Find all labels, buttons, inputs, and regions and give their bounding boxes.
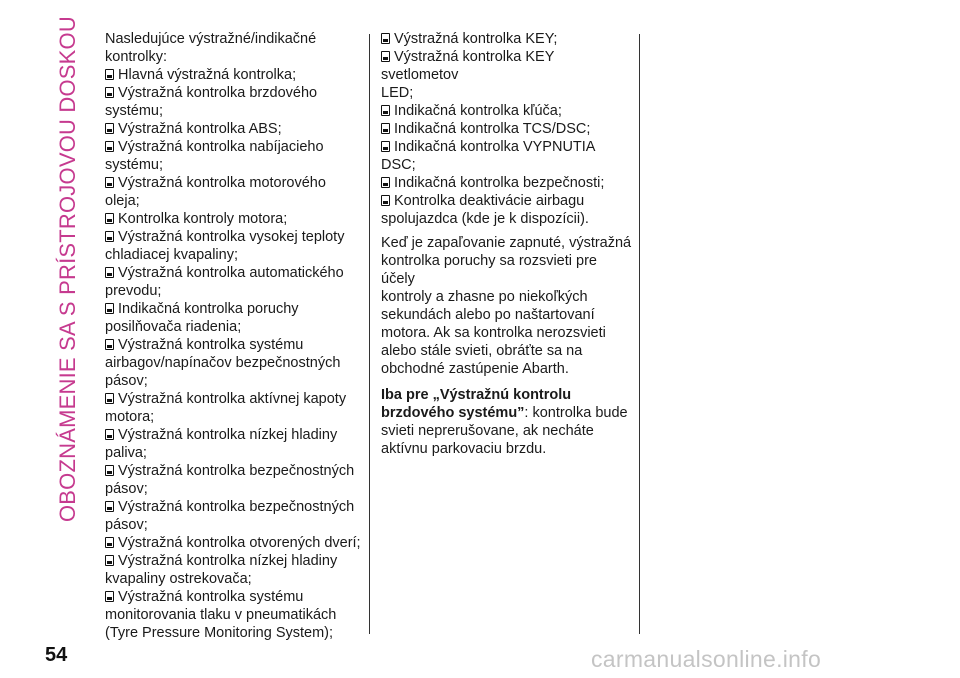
warning-list-item <box>105 228 363 264</box>
item-line <box>105 534 363 552</box>
warning-list-item <box>381 138 633 174</box>
item-text: monitorovania tlaku v pneumatikách <box>105 607 337 623</box>
paragraph-line: motora. Ak sa kontrolka nerozsvieti <box>381 325 606 341</box>
warning-list-item <box>381 48 633 102</box>
item-line <box>105 156 363 174</box>
item-line <box>105 588 363 606</box>
item-line <box>381 120 633 138</box>
warning-list-item <box>381 192 633 228</box>
warning-list <box>105 66 363 642</box>
item-text: Výstražná kontrolka nízkej hladiny <box>118 553 338 569</box>
warning-list-item <box>381 30 633 48</box>
warning-list-item <box>381 174 633 192</box>
item-text: Kontrolka kontroly motora; <box>118 211 288 227</box>
right-column <box>381 30 633 466</box>
item-text: Výstražná kontrolka automatického <box>118 265 344 281</box>
paragraph-line: sekundách alebo po naštartovaní <box>381 307 595 323</box>
warning-lamp-icon <box>381 51 390 62</box>
item-line <box>381 138 633 174</box>
item-line <box>105 444 363 462</box>
item-line <box>105 498 363 516</box>
warning-list-item <box>105 336 363 390</box>
warning-lamp-icon <box>105 465 114 476</box>
warning-lamp-icon <box>105 177 114 188</box>
item-text: pásov; <box>105 373 148 389</box>
item-text: chladiacej kvapaliny; <box>105 247 238 263</box>
note-line: aktívnu parkovaciu brzdu. <box>381 441 547 457</box>
item-line <box>105 228 363 246</box>
warning-list-item <box>105 426 363 462</box>
warning-lamp-icon <box>105 123 114 134</box>
item-text: Hlavná výstražná kontrolka; <box>118 67 297 83</box>
item-line <box>105 390 363 408</box>
paragraph-line: alebo stále svieti, obráťte sa na <box>381 343 583 359</box>
item-line <box>105 624 363 642</box>
item-line <box>105 426 363 444</box>
paragraph-line: obchodné zastúpenie Abarth. <box>381 361 569 377</box>
warning-lamp-icon <box>105 393 114 404</box>
warning-lamp-icon <box>105 231 114 242</box>
item-line <box>105 174 363 192</box>
warning-lamp-icon <box>105 213 114 224</box>
item-text: posilňovača riadenia; <box>105 319 242 335</box>
warning-list-item <box>105 588 363 642</box>
item-line <box>105 300 363 318</box>
item-line <box>105 120 363 138</box>
warning-lamp-icon <box>105 501 114 512</box>
item-line <box>381 174 633 192</box>
warning-list-item <box>105 138 363 174</box>
warning-lamp-icon <box>105 87 114 98</box>
warning-list-item <box>105 84 363 120</box>
note-bold: brzdového systému” <box>381 405 525 421</box>
warning-lamp-icon <box>381 195 390 206</box>
item-text: systému; <box>105 157 164 173</box>
warning-lamp-icon <box>105 555 114 566</box>
warning-list-item <box>105 174 363 210</box>
item-line <box>105 354 363 372</box>
warning-lamp-icon <box>381 105 390 116</box>
item-text: Výstražná kontrolka systému <box>118 337 304 353</box>
item-text: kvapaliny ostrekovača; <box>105 571 252 587</box>
warning-list-item <box>381 102 633 120</box>
warning-lamp-icon <box>381 141 390 152</box>
warning-list-item <box>105 120 363 138</box>
item-line <box>105 138 363 156</box>
item-line <box>381 48 633 84</box>
item-line <box>105 210 363 228</box>
item-text: LED; <box>381 85 414 101</box>
item-text: Výstražná kontrolka brzdového <box>118 85 318 101</box>
item-text: airbagov/napínačov bezpečnostných <box>105 355 341 371</box>
item-text: motora; <box>105 409 155 425</box>
left-column <box>105 30 363 642</box>
note-bold: Iba pre „Výstražnú kontrolu <box>381 387 572 403</box>
item-text: Výstražná kontrolka ABS; <box>118 121 282 137</box>
item-text: spolujazdca (kde je k dispozícii). <box>381 211 589 227</box>
intro-line: Nasledujúce výstražné/indikačné <box>105 31 317 47</box>
item-line <box>105 84 363 102</box>
item-line <box>381 210 633 228</box>
paragraph-line: Keď je zapaľovanie zapnuté, výstražná <box>381 235 632 251</box>
item-line <box>105 264 363 282</box>
item-line <box>105 102 363 120</box>
note-line <box>381 404 633 422</box>
item-text: Výstražná kontrolka KEY svetlometov <box>381 49 555 83</box>
item-line <box>105 462 363 480</box>
warning-lamp-icon <box>105 429 114 440</box>
item-line <box>105 480 363 498</box>
item-text: Výstražná kontrolka aktívnej kapoty <box>118 391 347 407</box>
warning-lamp-icon <box>105 339 114 350</box>
item-line <box>105 570 363 588</box>
item-line <box>381 102 633 120</box>
page-number: 54 <box>45 644 68 666</box>
item-line <box>105 282 363 300</box>
item-line <box>105 552 363 570</box>
warning-list-item <box>105 264 363 300</box>
warning-list-item <box>105 462 363 498</box>
item-line <box>105 606 363 624</box>
item-text: Výstražná kontrolka systému <box>118 589 304 605</box>
item-line <box>105 336 363 354</box>
item-text: Výstražná kontrolka nízkej hladiny <box>118 427 338 443</box>
item-text: Výstražná kontrolka bezpečnostných <box>118 463 355 479</box>
warning-lamp-icon <box>381 177 390 188</box>
item-text: Výstražná kontrolka vysokej teploty <box>118 229 345 245</box>
item-text: Výstražná kontrolka KEY; <box>394 31 558 47</box>
warning-lamp-icon <box>105 537 114 548</box>
item-line <box>105 372 363 390</box>
note-text: : kontrolka bude <box>524 405 628 421</box>
item-text: Indikačná kontrolka kľúča; <box>394 103 562 119</box>
warning-lamp-icon <box>105 141 114 152</box>
item-line <box>105 192 363 210</box>
item-text: Výstražná kontrolka motorového <box>118 175 326 191</box>
item-line <box>105 318 363 336</box>
note-line: svieti neprerušovane, ak necháte <box>381 423 594 439</box>
warning-list-item <box>381 120 633 138</box>
item-line <box>381 192 633 210</box>
warning-list-item <box>105 210 363 228</box>
item-text: Výstražná kontrolka bezpečnostných <box>118 499 355 515</box>
item-text: Kontrolka deaktivácie airbagu <box>394 193 585 209</box>
item-text: oleja; <box>105 193 140 209</box>
warning-list-item <box>105 300 363 336</box>
warning-list-item <box>105 498 363 534</box>
warning-lamp-icon <box>105 591 114 602</box>
warning-list-item <box>105 552 363 588</box>
warning-list-item <box>105 534 363 552</box>
item-line <box>105 408 363 426</box>
item-text: Výstražná kontrolka nabíjacieho <box>118 139 324 155</box>
intro-line: kontrolky: <box>105 49 168 65</box>
column-divider <box>369 34 370 634</box>
warning-lamp-icon <box>105 267 114 278</box>
warning-lamp-icon <box>381 123 390 134</box>
note-line <box>381 386 633 404</box>
warning-lamp-icon <box>381 33 390 44</box>
item-text: prevodu; <box>105 283 162 299</box>
item-line <box>105 246 363 264</box>
item-text: Indikačná kontrolka VYPNUTIA DSC; <box>381 139 595 173</box>
paragraph-line: kontroly a zhasne po niekoľkých <box>381 289 588 305</box>
warning-list-item <box>105 390 363 426</box>
item-text: paliva; <box>105 445 147 461</box>
startup-paragraph <box>381 234 633 378</box>
warning-lamp-icon <box>105 303 114 314</box>
warning-list <box>381 30 633 228</box>
column-divider <box>639 34 640 634</box>
item-text: (Tyre Pressure Monitoring System); <box>105 625 334 641</box>
item-line <box>381 30 633 48</box>
item-text: Indikačná kontrolka poruchy <box>118 301 299 317</box>
item-text: Indikačná kontrolka bezpečnosti; <box>394 175 605 191</box>
item-text: Výstražná kontrolka otvorených dverí; <box>118 535 361 551</box>
item-text: pásov; <box>105 517 148 533</box>
watermark-text: carmanualsonline.info <box>591 646 822 672</box>
item-line <box>105 66 363 84</box>
item-text: systému; <box>105 103 164 119</box>
item-line <box>105 516 363 534</box>
warning-list-item <box>105 66 363 84</box>
brake-note <box>381 386 633 458</box>
item-line <box>381 84 633 102</box>
item-text: Indikačná kontrolka TCS/DSC; <box>394 121 591 137</box>
paragraph-line: kontrolka poruchy sa rozsvieti pre účely <box>381 253 597 287</box>
section-side-title: OBOZNÁMENIE SA S PRÍSTROJOVOU DOSKOU <box>55 16 80 522</box>
item-text: pásov; <box>105 481 148 497</box>
warning-lamp-icon <box>105 69 114 80</box>
